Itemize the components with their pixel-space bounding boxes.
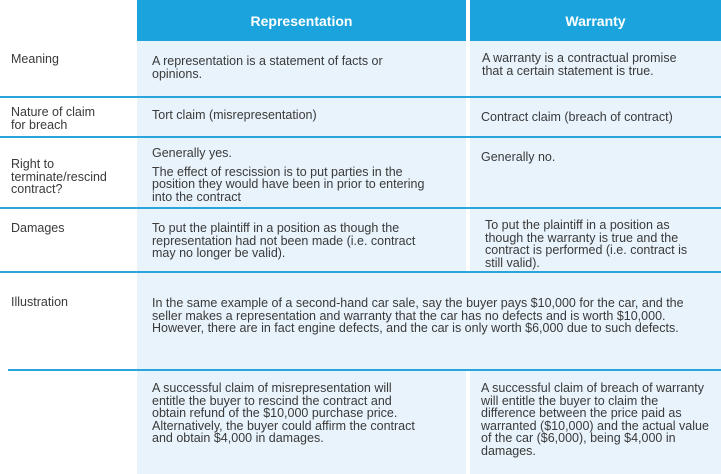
rescind-warranty: Generally no. [470, 138, 721, 207]
illustration-text: In the same example of a second-hand car sale, say the buyer pays $10,000 for the car, and the seller makes a representation and warranty that the car has no defects and is worth $10,000. However, there are in fact engine defects, and the car is only worth $6,000 due to such defects. [137, 273, 721, 369]
meaning-warranty: A warranty is a contractual promise that a certain statement is true. [470, 41, 721, 96]
illustration-representation: A successful claim of misrepresentation will entitle the buyer to rescind the contract and obtain refund of the $10,000 purchase price. Alternatively, the buyer could affirm the contract and obtain $4,000 in damages. [137, 371, 466, 474]
rescind-representation [137, 138, 466, 207]
damages-warranty: To put the plaintiff in a position as though the warranty is true and the contract is performed (i.e. contract is still valid). [470, 209, 721, 271]
illustration-warranty: A successful claim of breach of warranty will entitle the buyer to claim the difference between the price paid as warranted ($10,000) and the actual value of the car ($6,000), being $4,000 in damages. [470, 371, 721, 474]
nature-warranty: Contract claim (breach of contract) [470, 98, 721, 136]
row-label-damages: Damages [11, 221, 65, 235]
meaning-representation: A representation is a statement of facts or opinions. [137, 41, 466, 96]
row-label-nature: Nature of claim for breach [11, 105, 96, 132]
row-label-rescind: Right to terminate/rescind contract? [11, 157, 107, 196]
nature-representation: Tort claim (misrepresentation) [137, 98, 466, 136]
row-label-meaning: Meaning [11, 52, 59, 66]
rescind-representation-line1: Generally yes. [152, 146, 232, 160]
header-representation: Representation [137, 0, 466, 41]
damages-representation: To put the plaintiff in a position as though the representation had not been made (i.e. contract may no longer be valid). [137, 209, 466, 271]
rescind-representation-line2: The effect of rescission is to put parties in the position they would have been in prior to entering into the contract [152, 164, 425, 204]
row-label-illustration: Illustration [11, 295, 68, 309]
header-warranty: Warranty [470, 0, 721, 41]
